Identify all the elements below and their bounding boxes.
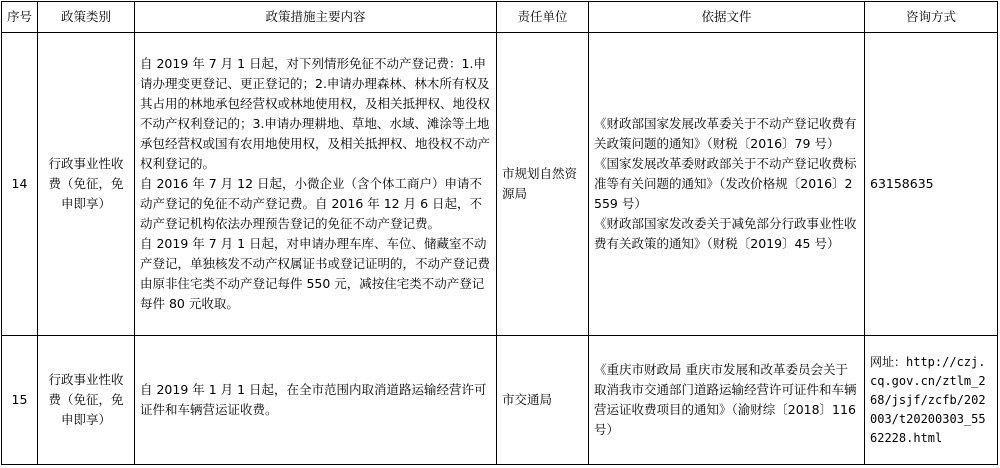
row-number: 15 (2, 336, 38, 465)
contact-info: 63158635 (865, 33, 998, 336)
basis-document: 《财政部国家发展改革委关于不动产登记收费有关政策问题的通知》（财税〔2016〕79 号） (594, 116, 857, 151)
basis-document: 《重庆市财政局 重庆市发展和改革委员会关于取消我市交通部门道路运输经营许可证件和车辆营运证收费项目的通知》（渝财综〔2018〕116 号） (594, 362, 857, 437)
content-paragraph: 自 2019 年 7 月 1 日起，对下列情形免征不动产登记费：1.申请办理变更登记、更正登记的；2.申请办理森林、林木所有权及其占用的林地承包经营权或林地使用权，及相关抵押权、地役权不动产权利登记的；3.申请办理耕地、草地、水域、滩涂等土地承包经营权或国有农用地使用权，及相关抵押权、地役权不动产权利登记的。 (140, 56, 491, 171)
responsible-unit: 市交通局 (497, 336, 589, 465)
policy-category: 行政事业性收费（免征，免申即享） (38, 33, 135, 336)
table-row (2, 33, 998, 336)
policy-category: 行政事业性收费（免征，免申即享） (38, 336, 135, 465)
basis-document: 《国家发展改革委财政部关于不动产登记收费标准等有关问题的通知》（发改价格规〔2016〕2559 号） (594, 156, 857, 211)
policy-content (135, 33, 497, 336)
header-no: 序号 (2, 2, 38, 33)
row-number: 14 (2, 33, 38, 336)
header-contact: 咨询方式 (865, 2, 998, 33)
content-paragraph: 自 2016 年 7 月 12 日起，小微企业（含个体工商户）申请不动产登记的免征不动产登记费。自 2016 年 12 月 6 日起，不动产登记机构依法办理预告登记的免征不动产登记费。 (140, 176, 483, 231)
content-paragraph: 自 2019 年 1 月 1 日起，在全市范围内取消道路运输经营许可证件和车辆营运证收费。 (140, 382, 487, 417)
basis-documents (589, 33, 865, 336)
header-unit: 责任单位 (497, 2, 589, 33)
table-row (2, 336, 998, 465)
responsible-unit: 市规划自然资源局 (497, 33, 589, 336)
basis-documents (589, 336, 865, 465)
content-paragraph: 自 2019 年 7 月 1 日起，对申请办理车库、车位、储藏室不动产登记，单独核发不动产权属证书或登记证明的，不动产登记费由原非住宅类不动产登记每件 550 元，减按住宅类不动产登记每件 80 元收取。 (140, 236, 491, 311)
contact-link[interactable]: 网址：http://czj.cq.gov.cn/ztlm_268/jsjf/zcfb/202003/t20200303_5562228.html (865, 336, 998, 465)
header-content: 政策措施主要内容 (135, 2, 497, 33)
basis-document: 《财政部国家发改委关于减免部分行政事业性收费有关政策的通知》（财税〔2019〕45 号） (594, 216, 857, 251)
policy-table (1, 1, 998, 465)
header-basis: 依据文件 (589, 2, 865, 33)
table-header-row (2, 2, 998, 33)
header-category: 政策类别 (38, 2, 135, 33)
policy-content (135, 336, 497, 465)
